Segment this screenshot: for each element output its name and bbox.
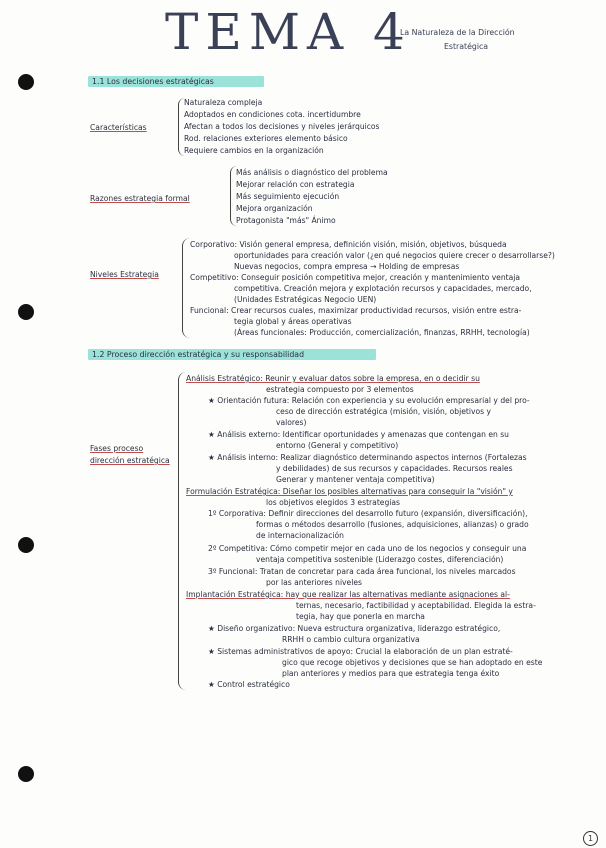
process-line: RRHH o cambio cultura organizativa xyxy=(282,635,420,644)
process-line: gico que recoge objetivos y decisiones que se han adoptado en este xyxy=(282,658,543,667)
process-line: 1º Corporativa: Definir direcciones del desarrollo futuro (expansión, diversificación), xyxy=(208,509,528,518)
process-line: estrategia compuesto por 3 elementos xyxy=(266,385,414,394)
binder-hole xyxy=(18,74,34,90)
list-item: Naturaleza compleja xyxy=(184,98,263,107)
process-line: y debilidades) de sus recursos y capacidades. Recursos reales xyxy=(276,464,513,473)
list-item: Mejora organización xyxy=(236,204,313,213)
competitivo-line: competitiva. Creación mejora y explotación recursos y capacidades, mercado, xyxy=(234,284,532,293)
brace xyxy=(182,238,190,338)
binder-hole xyxy=(18,304,34,320)
process-line: los objetivos elegidos 3 estrategias xyxy=(266,498,401,507)
process-line: Formulación Estratégica: Diseñar los posibles alternativas para conseguir la "visión" y xyxy=(186,487,513,496)
caracteristicas-label: Características xyxy=(90,123,147,132)
list-item: Más análisis o diagnóstico del problema xyxy=(236,168,388,177)
competitivo-line: Competitivo: Conseguir posición competitiva mejor, creación y mantenimiento ventaja xyxy=(190,273,521,282)
process-line: valores) xyxy=(276,418,307,427)
page-subtitle-line-1: La Naturaleza de la Dirección xyxy=(400,28,515,37)
list-item: Afectan a todos los decisiones y niveles jerárquicos xyxy=(184,122,380,131)
process-line: ventaja competitiva sostenible (Liderazgo costes, diferenciación) xyxy=(256,555,504,564)
competitivo-line: (Unidades Estratégicas Negocio UEN) xyxy=(234,295,377,304)
funcional-line: tegia global y áreas operativas xyxy=(234,317,352,326)
list-item: Más seguimiento ejecución xyxy=(236,192,340,201)
list-item: Rod. relaciones exteriores elemento básico xyxy=(184,134,348,143)
corporativo-line: Nuevas negocios, compra empresa → Holding de empresas xyxy=(234,262,460,271)
binder-hole xyxy=(18,766,34,782)
fases-label-line-2: dirección estratégica xyxy=(90,456,170,465)
process-line: ★ Orientación futura: Relación con experiencia y su evolución empresarial y del pro- xyxy=(208,396,530,405)
niveles-label: Niveles Estrategia xyxy=(90,270,159,279)
process-line: ternas, necesario, factibilidad y aceptabilidad. Elegida la estra- xyxy=(296,601,536,610)
list-item: Adoptados en condiciones cota. incertidumbre xyxy=(184,110,361,119)
razones-label: Razones estrategia formal xyxy=(90,194,190,203)
process-line: entorno (General y competitivo) xyxy=(276,441,399,450)
corporativo-line: Corporativo: Visión general empresa, definición visión, misión, objetivos, búsqueda xyxy=(190,240,507,249)
list-item: Protagonista "más" Ánimo xyxy=(236,216,336,225)
corporativo-line: oportunidades para creación valor (¿en qué negocios quiere crecer o desarrollarse?) xyxy=(234,251,555,260)
process-line: Generar y mantener ventaja competitiva) xyxy=(276,475,435,484)
process-line: por las anteriores niveles xyxy=(266,578,362,587)
process-line: Implantación Estratégica: hay que realizar las alternativas mediante asignaciones al- xyxy=(186,590,510,599)
page-number: 1 xyxy=(583,831,598,846)
fases-label-line-1: Fases proceso xyxy=(90,444,144,453)
funcional-line: Funcional: Crear recursos cuales, maximizar productividad recursos, visión entre estra- xyxy=(190,306,522,315)
process-line: 2º Competitiva: Cómo competir mejor en cada uno de los negocios y conseguir una xyxy=(208,544,527,553)
process-line: ★ Control estratégico xyxy=(208,680,290,689)
process-line: ★ Sistemas administrativos de apoyo: Crucial la elaboración de un plan estraté- xyxy=(208,647,513,656)
process-line: 3º Funcional: Tratan de concretar para cada área funcional, los niveles marcados xyxy=(208,567,516,576)
brace xyxy=(178,372,187,690)
binder-hole xyxy=(18,537,34,553)
section-heading: 1.1 Los decisiones estratégicas xyxy=(88,76,264,87)
process-line: ★ Análisis interno: Realizar diagnóstico determinando aspectos internos (Fortalezas xyxy=(208,453,527,462)
process-line: ★ Diseño organizativo: Nueva estructura organizativa, liderazgo estratégico, xyxy=(208,624,501,633)
process-line: Análisis Estratégico: Reunir y evaluar datos sobre la empresa, en o decidir su xyxy=(186,374,480,383)
process-line: plan anteriores y medios para que estrategia tenga éxito xyxy=(282,669,500,678)
process-line: ceso de dirección estratégica (misión, visión, objetivos y xyxy=(276,407,491,416)
page-title: TEMA 4 xyxy=(165,3,412,61)
list-item: Mejorar relación con estrategia xyxy=(236,180,355,189)
process-line: tegia, hay que ponerla en marcha xyxy=(296,612,425,621)
process-line: ★ Análisis externo: Identificar oportunidades y amenazas que contengan en su xyxy=(208,430,509,439)
list-item: Requiere cambios en la organización xyxy=(184,146,324,155)
funcional-line: (Áreas funcionales: Producción, comercialización, finanzas, RRHH, tecnología) xyxy=(234,328,530,337)
process-line: de internacionalización xyxy=(256,531,344,540)
section-heading: 1.2 Proceso dirección estratégica y su responsabilidad xyxy=(88,349,376,360)
page-subtitle-line-2: Estratégica xyxy=(444,42,489,51)
process-line: formas o métodos desarrollo (fusiones, adquisiciones, alianzas) o grado xyxy=(256,520,529,529)
